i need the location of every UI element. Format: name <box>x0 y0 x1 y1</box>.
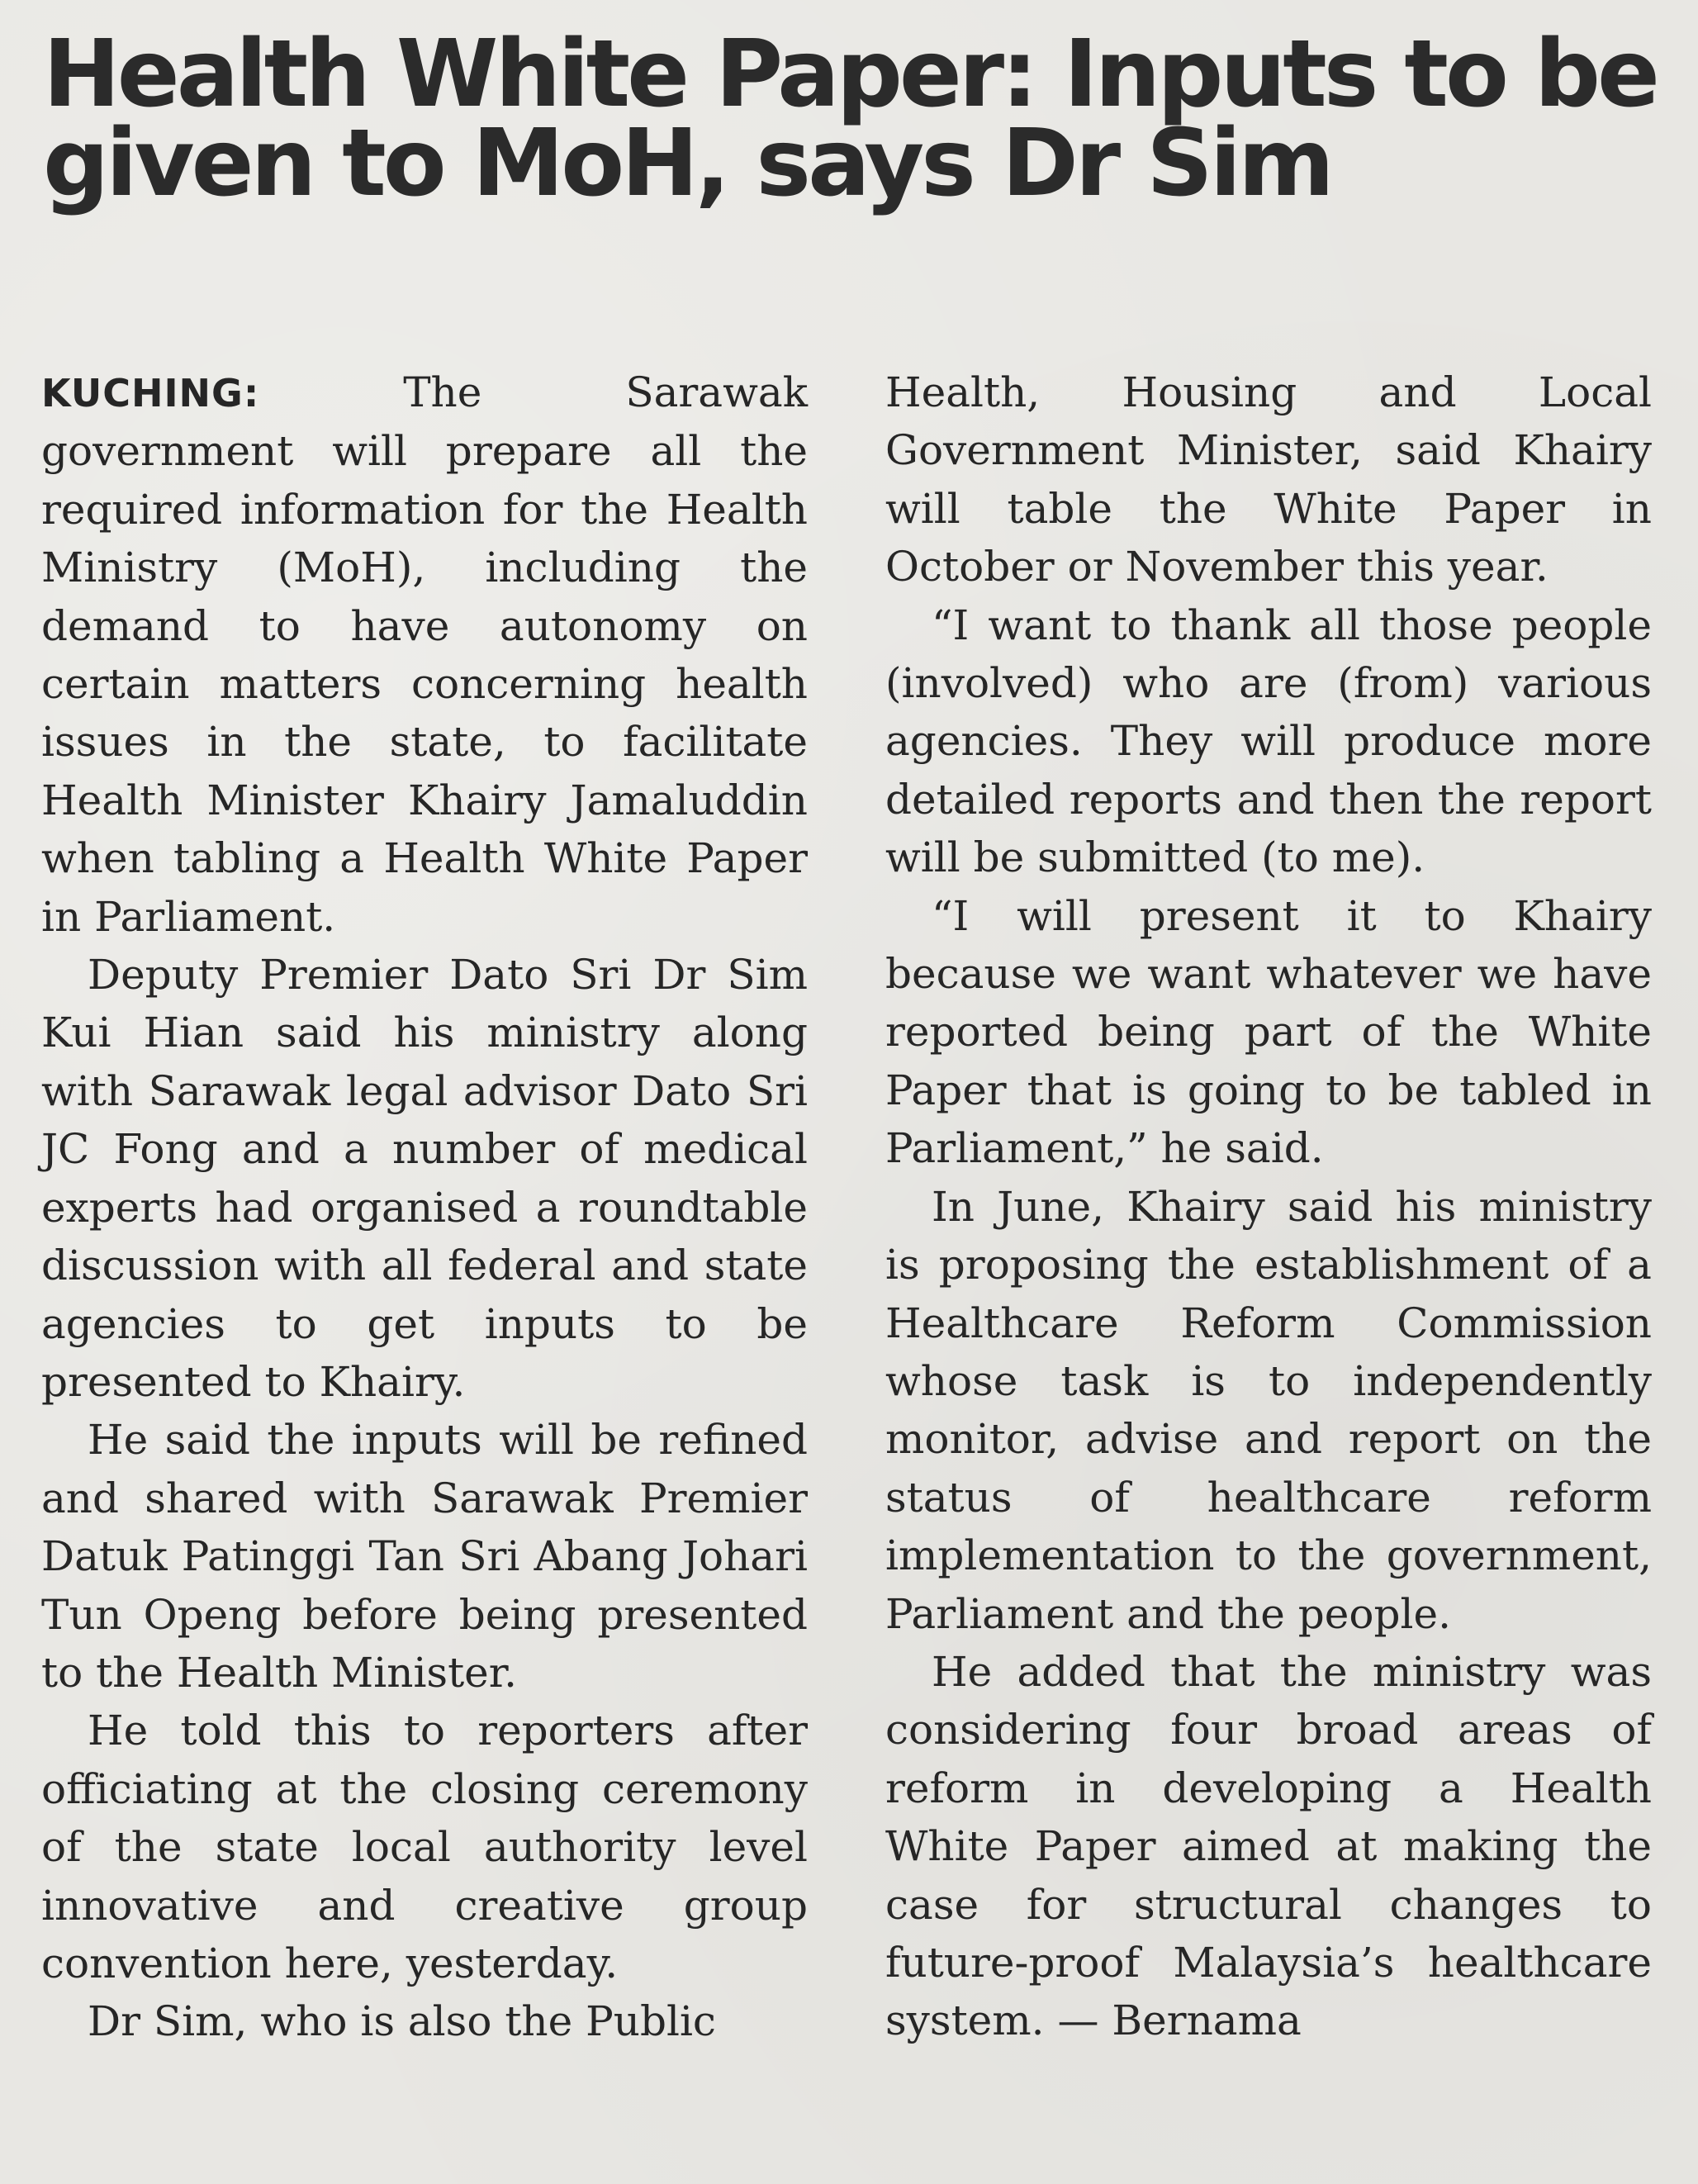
article-column-right <box>885 363 1652 2050</box>
dateline: KUCHING: <box>41 371 260 415</box>
article-paragraph: He said the inputs will be refined and shared with Sarawak Premier Datuk Patinggi Tan Sri Abang Johari Tun Openg before being presented to the Health Minister. <box>41 1416 808 1697</box>
article-paragraph <box>41 363 808 946</box>
article-paragraph: Health, Housing and Local Government Minister, said Khairy will table the White Paper in October or November this year. <box>885 368 1652 591</box>
article-column-left <box>41 363 808 2051</box>
headline: Health White Paper: Inputs to be given to MoH, says Dr Sim <box>43 21 1658 217</box>
article-paragraph: Dr Sim, who is also the Public <box>88 1997 716 2046</box>
article-paragraph: In June, Khairy said his ministry is proposing the establishment of a Healthcare Reform Commission whose task is to independently monitor, advise and report on the status of healthcare reform implementation to the government, Parliament and the people. <box>885 1182 1652 1638</box>
article-paragraph: Deputy Premier Dato Sri Dr Sim Kui Hian said his ministry along with Sarawak legal advisor Dato Sri JC Fong and a number of medical experts had organised a roundtable discussion with all federal and state agencies to get inputs to be presented to Khairy. <box>41 951 808 1406</box>
article-paragraph: “I will present it to Khairy because we want whatever we have reported being part of the White Paper that is going to be tabled in Parliament,” he said. <box>885 891 1652 1173</box>
article-paragraph: “I want to thank all those people (involved) who are (from) various agencies. They will produce more detailed reports and then the report will be submitted (to me). <box>885 601 1652 882</box>
article-paragraph: He told this to reporters after officiating at the closing ceremony of the state local authority level innovative and creative group convention here, yesterday. <box>41 1707 808 1987</box>
paragraph-text: The Sarawak government will prepare all the required information for the Health Ministry (MoH), including the demand to have autonomy on certain matters concerning health issues in the state, to facilitate Health Minister Khairy Jamaluddin when tabling a Health White Paper in Parliament. <box>41 368 808 941</box>
article-paragraph: He added that the ministry was considering four broad areas of reform in developing a Health White Paper aimed at making the case for structural changes to future-proof Malaysia’s healthcare system. — Bernama <box>885 1647 1652 2045</box>
